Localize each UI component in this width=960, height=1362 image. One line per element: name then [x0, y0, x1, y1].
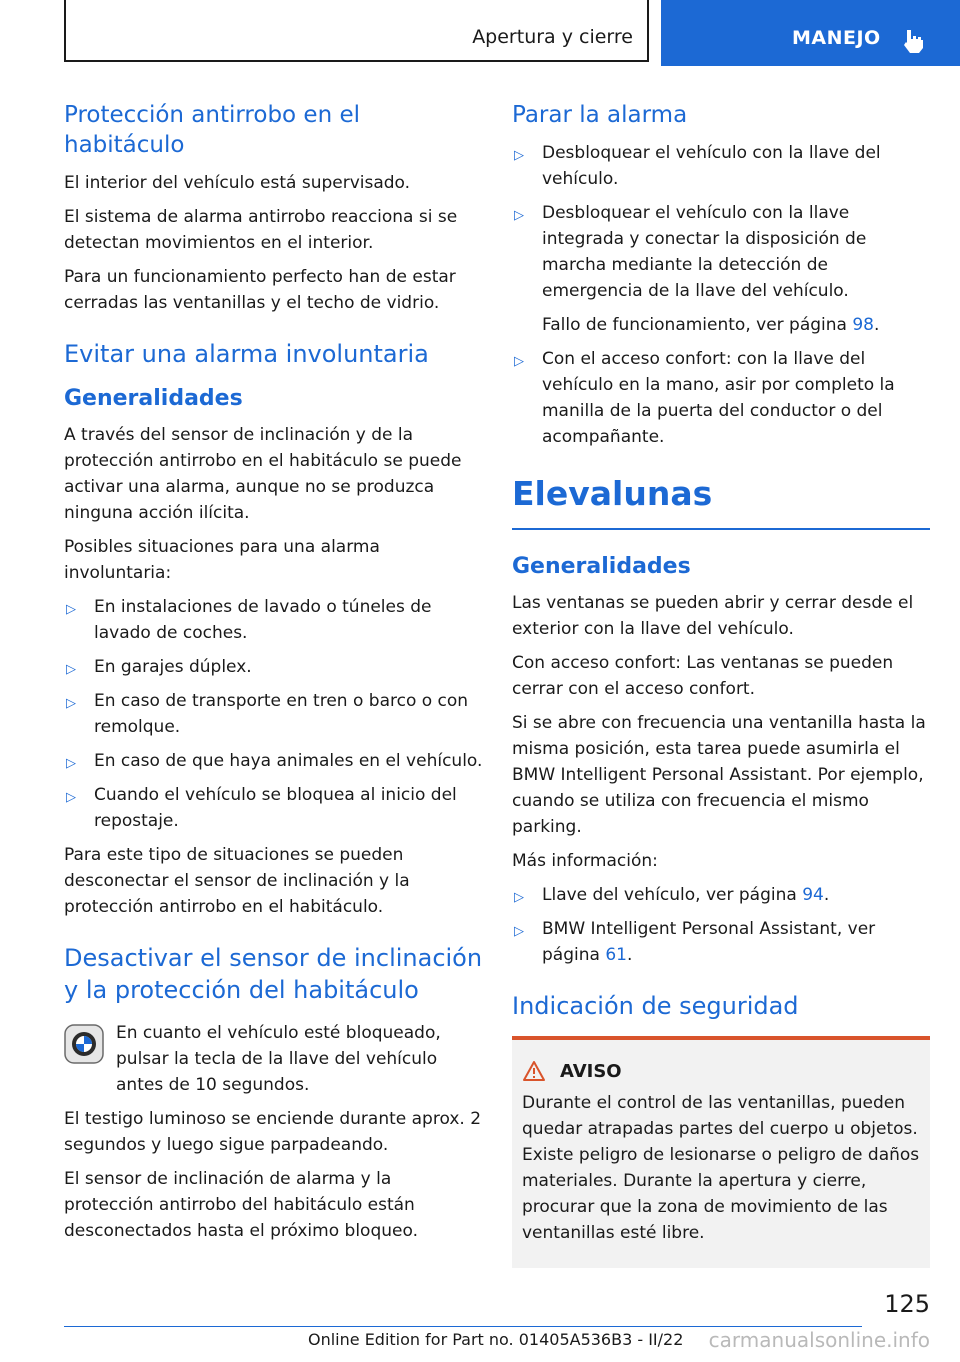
watermark: carmanualsonline.info	[708, 1328, 930, 1352]
paragraph: A través del sensor de inclinación y de la protección antirrobo en el habitáculo se puede activar una alarma, aunque no se produzca ninguna acción ilícita.	[64, 425, 462, 523]
section-tab	[661, 0, 960, 66]
list-item: ▷ Cuando el vehículo se bloquea al inicio del repostaje.	[66, 785, 457, 831]
list-item: ▷ Con el acceso confort: con la llave del vehículo en la mano, asir por completo la manilla de la puerta del conductor o del acompañante.	[514, 349, 895, 447]
bullet-triangle-icon: ▷	[514, 354, 524, 369]
bullet-triangle-icon: ▷	[514, 890, 524, 905]
paragraph: El testigo luminoso se enciende durante aprox. 2 segundos y luego sigue parpadeando.	[64, 1109, 482, 1155]
list-item: ▷ En caso de transporte en tren o barco o con remolque.	[66, 691, 469, 737]
paragraph: El interior del vehículo está supervisado.	[64, 173, 411, 193]
warning-text: Durante el control de las ventanillas, pueden quedar atrapadas partes del cuerpo u objetos. Existe peligro de lesionarse o peligro de daños materiales. Durante la apertura y cierre, procurar que la zona de movimiento de las ventanillas esté libre.	[522, 1093, 920, 1243]
bullet-triangle-icon: ▷	[66, 696, 76, 711]
bullet-triangle-icon: ▷	[514, 924, 524, 939]
paragraph: En cuanto el vehículo esté bloqueado, pulsar la tecla de la llave del vehículo antes de 10 segundos.	[116, 1023, 441, 1095]
stop-alarm-list	[512, 140, 930, 450]
heading-theft-protection: Protección antirrobo en el habitáculo	[64, 102, 361, 158]
list-item: ▷ En caso de que haya animales en el vehículo.	[64, 748, 484, 774]
bullet-triangle-icon: ▷	[514, 148, 524, 163]
paragraph: Posibles situaciones para una alarma involuntaria:	[64, 537, 380, 583]
page-link-98[interactable]: 98	[852, 315, 874, 335]
bullet-triangle-icon: ▷	[514, 208, 524, 223]
heading-avoid-alarm: Evitar una alarma involuntaria	[64, 340, 429, 368]
left-column	[64, 100, 484, 1252]
cross-reference: Fallo de funcionamiento, ver página 98.	[542, 315, 880, 335]
situations-list	[64, 594, 484, 834]
edition-text: Online Edition for Part no. 01405A536B3 - II/22	[308, 1330, 684, 1349]
warning-triangle-icon	[522, 1060, 546, 1082]
paragraph: Para este tipo de situaciones se pueden desconectar el sensor de inclinación y la protección antirrobo en el habitáculo.	[64, 845, 410, 917]
paragraph: El sensor de inclinación de alarma y la protección antirrobo del habitáculo están desconectados hasta el próximo bloqueo.	[64, 1169, 418, 1241]
list-item: ▷ Desbloquear el vehículo con la llave del vehículo.	[514, 143, 881, 189]
paragraph: Con acceso confort: Las ventanas se pueden cerrar con el acceso confort.	[512, 653, 894, 699]
paragraph: Más información:	[512, 851, 658, 871]
paragraph: El sistema de alarma antirrobo reacciona si se detectan movimientos en el interior.	[64, 207, 458, 253]
paragraph: Para un funcionamiento perfecto han de estar cerradas las ventanillas y el techo de vidrio.	[64, 267, 456, 313]
heading-generalities: Generalidades	[512, 554, 691, 579]
page-footer	[64, 1290, 930, 1350]
list-item: ▷ BMW Intelligent Personal Assistant, ver página 61.	[514, 919, 876, 965]
bullet-triangle-icon: ▷	[66, 662, 76, 677]
heading-generalities: Generalidades	[64, 386, 243, 411]
list-item: ▷ Desbloquear el vehículo con la llave integrada y conectar la disposición de marcha mediante la detección de emergencia de la llave del vehículo. Fallo de funcionamiento, ver página 98.	[512, 200, 930, 338]
right-column	[512, 100, 930, 1268]
paragraph: Las ventanas se pueden abrir y cerrar desde el exterior con la llave del vehículo.	[512, 593, 914, 639]
list-item: ▷ En instalaciones de lavado o túneles de lavado de coches.	[66, 597, 432, 643]
page-number: 125	[884, 1290, 930, 1318]
page-header	[0, 0, 960, 66]
paragraph: Si se abre con frecuencia una ventanilla hasta la misma posición, esta tarea puede asumirla el BMW Intelligent Personal Assistant. Por ejemplo, cuando se utiliza con frecuencia el mismo parking.	[512, 713, 926, 837]
bullet-triangle-icon: ▷	[66, 602, 76, 617]
list-item: ▷ Llave del vehículo, ver página 94.	[512, 882, 930, 908]
heading-stop-alarm: Parar la alarma	[512, 102, 688, 128]
footer-rule	[64, 1326, 862, 1327]
key-instruction	[64, 1020, 484, 1098]
section-label: MANEJO	[792, 27, 881, 49]
bullet-triangle-icon: ▷	[66, 756, 76, 771]
list-item: ▷ En garajes dúplex.	[64, 654, 484, 680]
hand-pointer-icon	[899, 26, 927, 54]
warning-title: AVISO	[522, 1060, 920, 1082]
breadcrumb	[64, 0, 649, 62]
heading-safety-note: Indicación de seguridad	[512, 992, 799, 1020]
more-info-list	[512, 882, 930, 968]
heading-window-lifters: Elevalunas	[512, 474, 713, 513]
bullet-triangle-icon: ▷	[66, 790, 76, 805]
warning-box	[512, 1036, 930, 1268]
vehicle-key-icon	[64, 1024, 104, 1064]
section-divider	[512, 528, 930, 530]
page-link-94[interactable]: 94	[802, 885, 824, 905]
page-link-61[interactable]: 61	[605, 945, 627, 965]
heading-deactivate-sensor: Desactivar el sensor de inclinación y la protección del habitáculo	[64, 944, 483, 1004]
breadcrumb-text: Apertura y cierre	[472, 26, 633, 48]
